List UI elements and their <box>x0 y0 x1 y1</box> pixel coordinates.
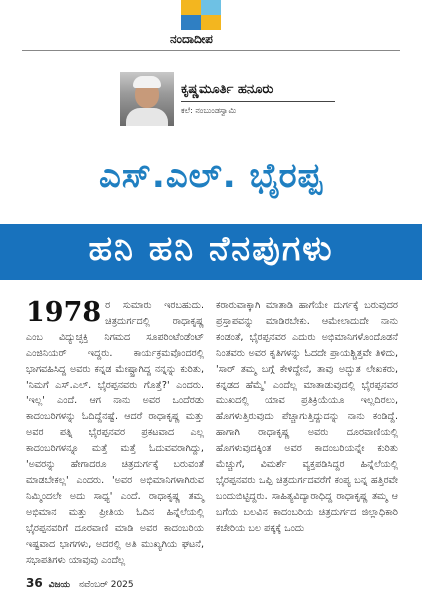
author-underline <box>181 101 335 102</box>
artist-credit: ಕಲೆ: ನಂಬುಂಡಸ್ವಾಮಿ <box>181 106 237 115</box>
page-footer <box>26 576 134 590</box>
article-column-right <box>216 298 398 537</box>
drop-cap-year: 1978 <box>26 297 102 328</box>
section-title: ನಂದಾದೀಪ <box>170 32 213 46</box>
issue-date: ನವೆಂಬರ್ 2025 <box>78 580 134 590</box>
author-photo <box>120 72 174 126</box>
article-text-left: ರ ಸುಮಾರು ಇರಬಹುದು. ಚಿತ್ರದುರ್ಗದಲ್ಲಿ ರಾಧಾಕೃಷ್ಣ ಎಂಬ ವಿದ್ಯುಚ್ಛಕ್ತಿ ನಿಗಮದ ಸೂಪರಿಂಟೆಂಡೆಂಟ್ ಎಂಜಿನಿಯರ್ ಇದ್ದರು. ಕಾರ್ಯಕ್ರಮವೊಂದರಲ್ಲಿ ಭಾಗವಹಿಸಿದ್ದ ಅವರು ಕನ್ನಡ ಮೇಷ್ಟ್ರಾಗಿದ್ದ ನನ್ನನ್ನು ಕುರಿತು, 'ನಿಮಗೆ ಎಸ್.ಎಲ್. ಭೈರಪ್ಪನವರು ಗೊತ್ತೆ?' ಎಂದರು. 'ಇಲ್ಲ' ಎಂದೆ. ಆಗ ನಾನು ಅವರ ಒಂದೆರಡು ಕಾದಂಬರಿಗಳನ್ನು ಓದಿದ್ದೆನಷ್ಟೆ. ಆದರೆ ರಾಧಾಕೃಷ್ಣ ಮತ್ತು ಅವರ ಪತ್ನಿ ಭೈರಪ್ಪನವರ ಪ್ರಕಟವಾದ ಎಲ್ಲ ಕಾದಂಬರಿಗಳನ್ನೂ ಮತ್ತೆ ಮತ್ತೆ ಓದುವವರಾಗಿದ್ದು, 'ಅವರನ್ನು ಹೇಗಾದರೂ ಚಿತ್ರದುರ್ಗಕ್ಕೆ ಬರುವಂತೆ ಮಾಡಬೇಕಲ್ಲ' ಎಂದರು. 'ಅವರ ಅಭಿಮಾನಿಗಳಾಗಿರುವ ನಿಮ್ಮಿಂದಲೇ ಅದು ಸಾಧ್ಯ' ಎಂದೆ. ರಾಧಾಕೃಷ್ಣ ತಮ್ಮ ಅಭಿಮಾನ ಮತ್ತು ಪ್ರೀತಿಯ ಓದಿನ ಹಿನ್ನೆಲೆಯಲ್ಲಿ ಭೈರಪ್ಪನವರಿಗೆ ದೂರವಾಣಿ ಮಾಡಿ ಅವರ ಕಾದಂಬರಿಯ ಇಷ್ಟವಾದ ಭಾಗಗಳು, ಅದರಲ್ಲಿ ಅತಿ ಮುಖ್ಯಗಿಯ ಘಟನೆ, ಸಭಾಪತಿಗಳು ಯಾವುವು ಎಂದೆಲ್ಲ <box>26 300 204 566</box>
headline-subtitle: ಹನಿ ಹನಿ ನೆನಪುಗಳು <box>88 229 334 269</box>
headline-title: ಎಸ್.ಎಲ್. ಭೈರಪ್ಪ <box>99 156 323 196</box>
section-divider <box>22 50 400 51</box>
page-number: 36 <box>26 576 43 590</box>
author-name: ಕೃಷ್ಣಮೂರ್ತಿ ಹನೂರು <box>181 82 274 97</box>
article-column-left <box>26 298 204 568</box>
magazine-name: ವಿಜಯ <box>48 580 71 590</box>
article-text-right: ಕರಾರುವಾಕ್ಕಾಗಿ ಮಾತಾಡಿ ಹಾಗೆಯೇ ದುರ್ಗಕ್ಕೆ ಬರುವುದರ ಪ್ರಸ್ತಾಪವನ್ನು ಮಾಡಿರಬೇಕು. ಆಮೇಲಾದುದೇ ನಾನು ಕಂಡಂತೆ, ಭೈರಪ್ಪನವರ ಎದುರು ಅಭಿಮಾನಿಗಳೊಂದೊಡನೆ ನಿಂತವರು ಅವರ ಕೃತಿಗಳನ್ನು ಓದದೇ ಪ್ರಾಯಶ್ಚಿತ್ತವೇ ತಿಳಿದು, 'ಸಾರ್ ತಮ್ಮ ಬಗ್ಗೆ ಕೇಳಿದ್ದೇನೆ, ತಾವು ಅದ್ಭುತ ಲೇಖಕರು, ಕನ್ನಡದ ಹೆಮ್ಮೆ' ಎಂದೆಲ್ಲ ಮಾತಾಡುವುದಲ್ಲಿ ಭೈರಪ್ಪನವರ ಮುಖದಲ್ಲಿ ಯಾವ ಪ್ರತಿಕ್ರಿಯೆಯೂ ಇಲ್ಲದಿರಲು, ಹೊಗಳುತ್ತಿರುವುದು ಪೆಚ್ಚಾಗುತ್ತಿದ್ದುದನ್ನು ನಾನು ಕಂಡಿದ್ದೆ. ಹಾಗಾಗಿ ರಾಧಾಕೃಷ್ಣ ಅವರು ದೂರವಾಣಿಯಲ್ಲಿ ಹೊಗಳುವುದಕ್ಕಿಂತ ಅವರ ಕಾದಂಬರಿಯನ್ನೇ ಕುರಿತು ಮೆಚ್ಚುಗೆ, ವಿಮರ್ಶೆ ವ್ಯಕ್ತಪಡಿಸಿದ್ದರ ಹಿನ್ನೆಲೆಯಲ್ಲಿ ಭೈರಪ್ಪನವರು ಒಪ್ಪಿ ಚಿತ್ರದುರ್ಗದವರೆಗೆ ಕಂಪ್ಯ ಬನ್ನ ಹತ್ತಿರವೇ ಬಂದುಬಿಟ್ಟಿದ್ದರು. ಸಾಹಿತ್ಯವಿದ್ಯಾರಾಧಿದ್ದ ರಾಧಾಕೃಷ್ಣ ತಮ್ಮ ಆ ಬಗೆಯ ಬಲವಿನ ಕಾದಂಬರಿಯ ಚಿತ್ರದುರ್ಗದ ಜಿಲ್ಲಾಧಿಕಾರಿ ಕಚೇರಿಯ ಬಲ ಪಕ್ಕಕ್ಕೆ ಒಂದು <box>216 300 398 534</box>
section-logo <box>181 0 221 30</box>
